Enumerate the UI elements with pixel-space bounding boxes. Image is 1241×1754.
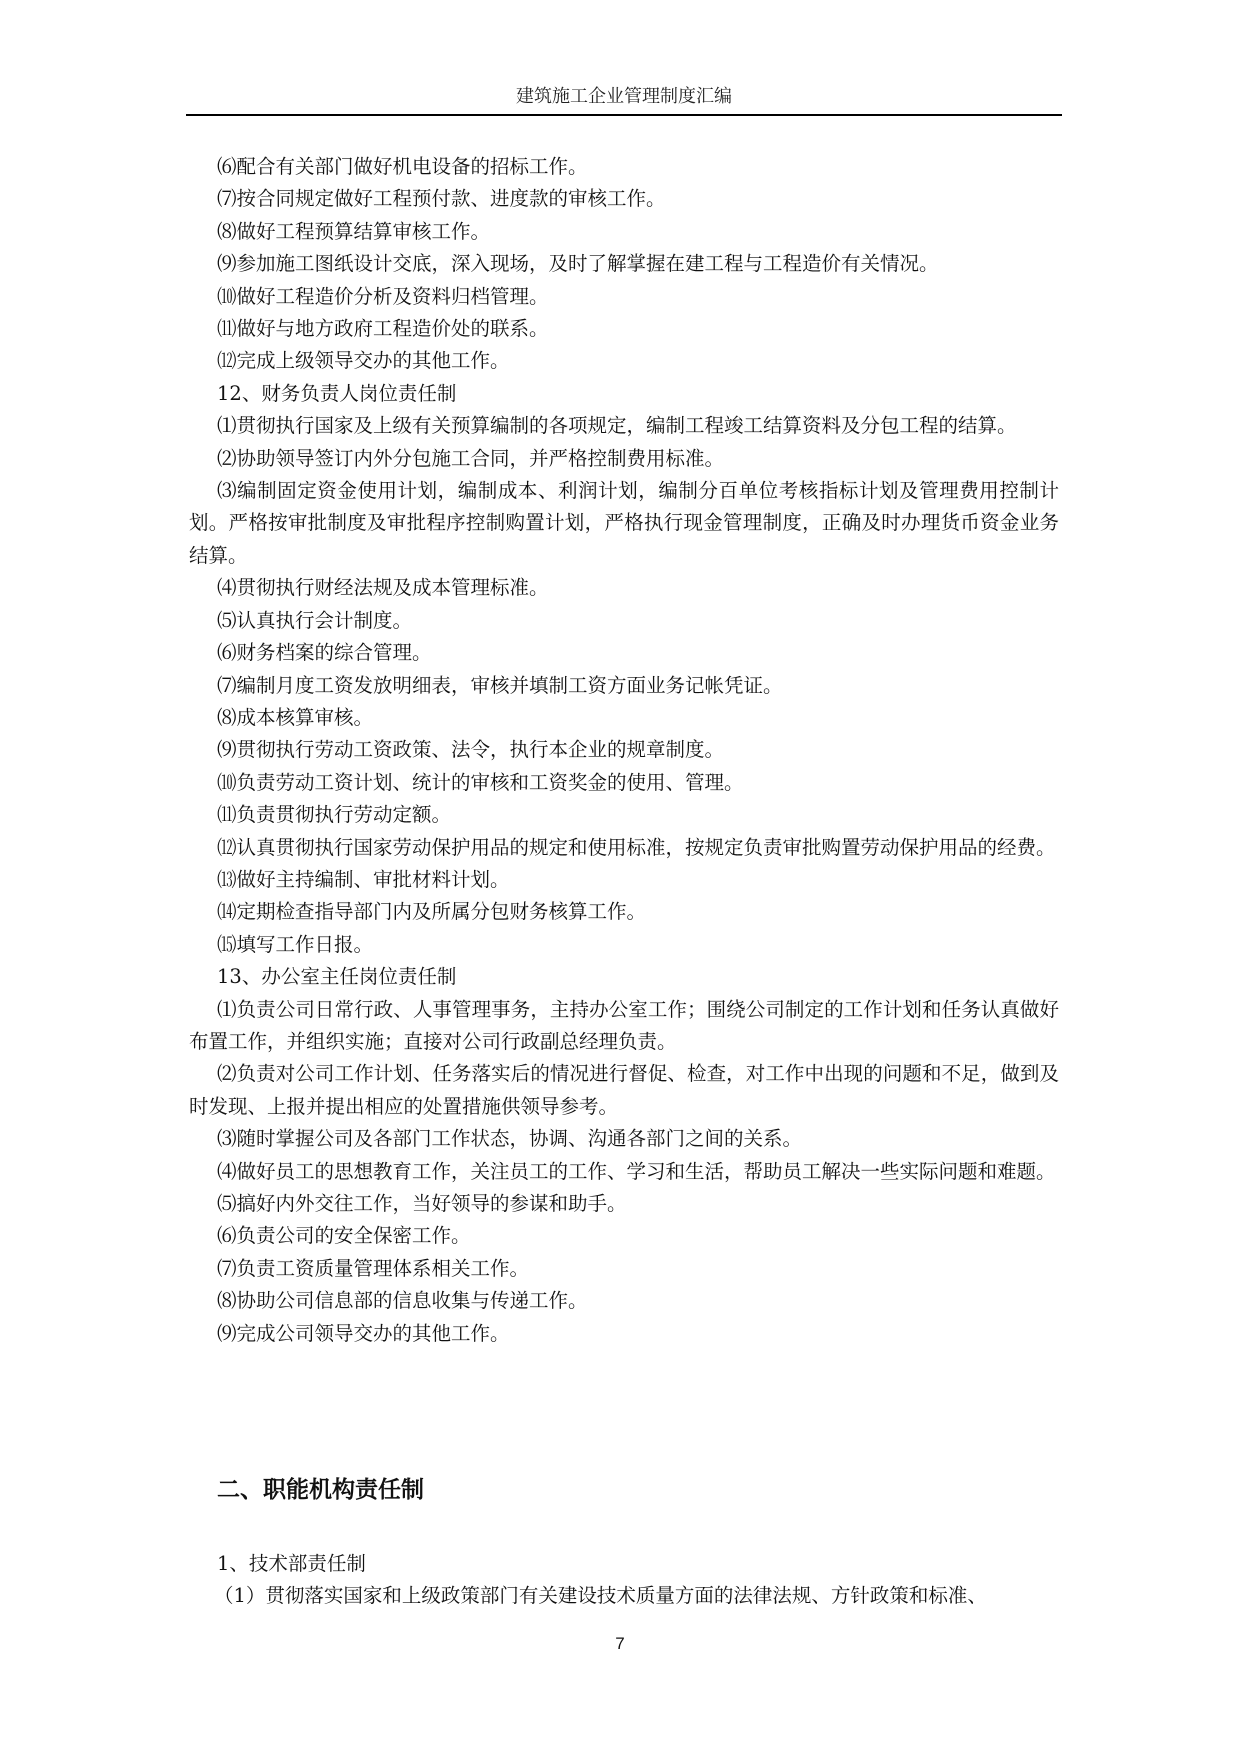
paragraph: ⑵负责对公司工作计划、任务落实后的情况进行督促、检查，对工作中出现的问题和不足，做到及时发现、上报并提出相应的处置措施供领导参考。 [189, 1062, 1059, 1118]
section-subheading: 13、办公室主任岗位责任制 [217, 965, 457, 989]
paragraph: ⑼参加施工图纸设计交底，深入现场，及时了解掌握在建工程与工程造价有关情况。 [217, 252, 939, 276]
paragraph: ⑻成本核算审核。 [217, 705, 374, 729]
paragraph: ⑾负责贯彻执行劳动定额。 [217, 803, 452, 827]
paragraph: ⑹负责公司的安全保密工作。 [217, 1224, 471, 1248]
paragraph: ⒁定期检查指导部门内及所属分包财务核算工作。 [217, 900, 647, 924]
paragraph: ⒀做好主持编制、审批材料计划。 [217, 867, 510, 891]
paragraph: ⑺编制月度工资发放明细表，审核并填制工资方面业务记帐凭证。 [217, 673, 783, 697]
body-text [189, 151, 1059, 1350]
running-header: 建筑施工企业管理制度汇编 [516, 86, 732, 107]
paragraph: ⒂填写工作日报。 [217, 932, 374, 956]
header-rule [186, 114, 1062, 116]
paragraph: ⑵协助领导签订内外分包施工合同，并严格控制费用标准。 [217, 446, 725, 470]
paragraph: ⑸搞好内外交往工作，当好领导的参谋和助手。 [217, 1192, 627, 1215]
paragraph: ⑹配合有关部门做好机电设备的招标工作。 [217, 155, 588, 178]
paragraph: ⑼贯彻执行劳动工资政策、法令，执行本企业的规章制度。 [217, 738, 725, 762]
paragraph: ⑶编制固定资金使用计划，编制成本、利润计划，编制分百单位考核指标计划及管理费用控制计划。严格按审批制度及审批程序控制购置计划，严格执行现金管理制度，正确及时办理货币资金业务结算。 [189, 479, 1059, 567]
paragraph: ⑽负责劳动工资计划、统计的审核和工资奖金的使用、管理。 [217, 770, 744, 794]
paragraph: ⑷做好员工的思想教育工作，关注员工的工作、学习和生活，帮助员工解决一些实际问题和难题。 [217, 1159, 1056, 1183]
body-text-continued [189, 1548, 1059, 1613]
paragraph: ⑷贯彻执行财经法规及成本管理标准。 [217, 576, 549, 600]
paragraph: ⑶随时掌握公司及各部门工作状态，协调、沟通各部门之间的关系。 [217, 1127, 803, 1151]
paragraph: ⑸认真执行会计制度。 [217, 608, 413, 632]
section-subheading: 1、技术部责任制 [217, 1552, 366, 1575]
paragraph: ⑺按合同规定做好工程预付款、进度款的审核工作。 [217, 187, 666, 211]
paragraph: ⑼完成公司领导交办的其他工作。 [217, 1321, 510, 1345]
paragraph: ⑾做好与地方政府工程造价处的联系。 [217, 317, 549, 341]
paragraph: ⑻协助公司信息部的信息收集与传递工作。 [217, 1289, 588, 1313]
paragraph: ⑹财务档案的综合管理。 [217, 641, 432, 665]
paragraph: ⑴贯彻执行国家及上级有关预算编制的各项规定，编制工程竣工结算资料及分包工程的结算。 [217, 414, 1017, 438]
section-heading: 二、职能机构责任制 [217, 1477, 424, 1503]
paragraph: （1）贯彻落实国家和上级政策部门有关建设技术质量方面的法律法规、方针政策和标准、 [214, 1584, 987, 1608]
page-number: 7 [615, 1634, 625, 1653]
paragraph: ⑺负责工资质量管理体系相关工作。 [217, 1256, 530, 1280]
section-subheading: 12、财务负责人岗位责任制 [217, 381, 457, 405]
paragraph: ⑿认真贯彻执行国家劳动保护用品的规定和使用标准，按规定负责审批购置劳动保护用品的经费。 [217, 835, 1056, 859]
paragraph: ⑿完成上级领导交办的其他工作。 [217, 349, 510, 373]
paragraph: ⑽做好工程造价分析及资料归档管理。 [217, 284, 549, 308]
paragraph: ⑻做好工程预算结算审核工作。 [217, 219, 491, 243]
paragraph: ⑴负责公司日常行政、人事管理事务，主持办公室工作；围绕公司制定的工作计划和任务认真做好布置工作，并组织实施；直接对公司行政副总经理负责。 [189, 997, 1059, 1053]
